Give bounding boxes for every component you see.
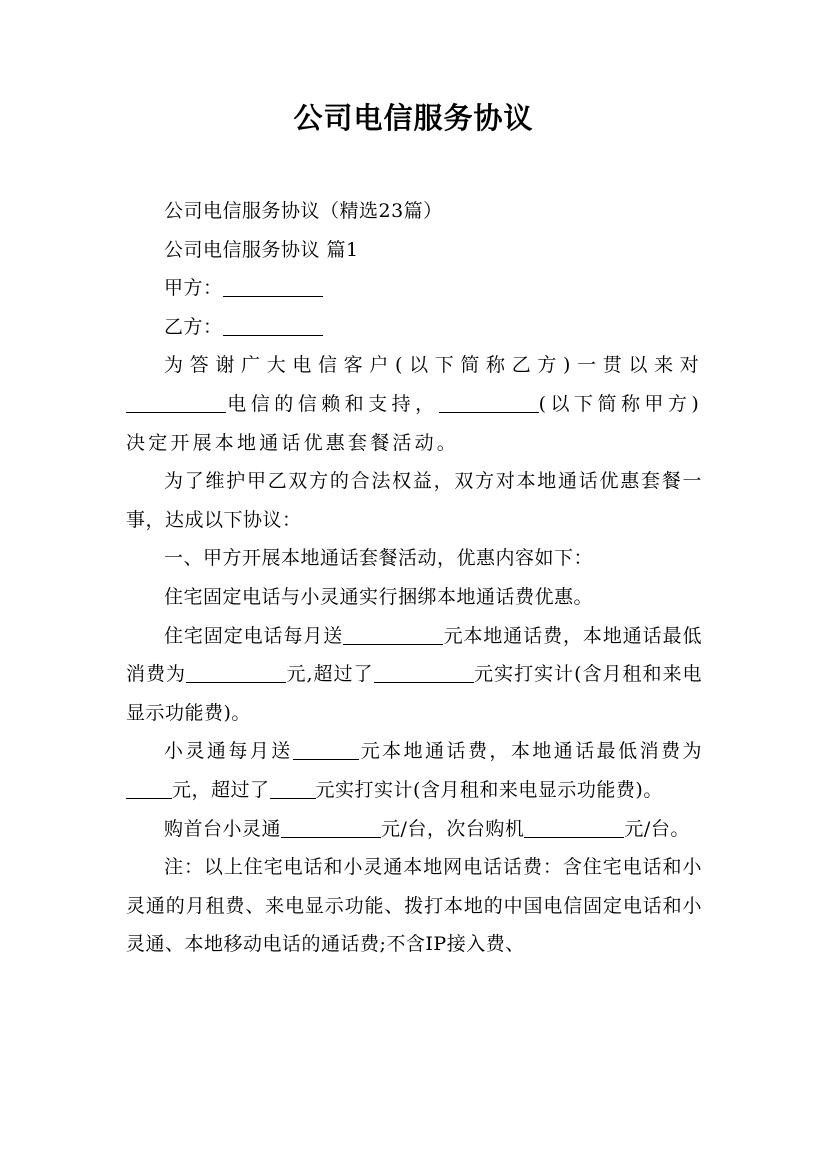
phs-blank-2 bbox=[126, 778, 172, 799]
purchase-blank-2 bbox=[524, 817, 624, 838]
phs-blank-1 bbox=[293, 739, 359, 760]
intro-text-a: 为答谢广大电信客户(以下简称乙方)一贯以来对 bbox=[164, 354, 702, 377]
paragraph-bundle: 住宅固定电话与小灵通实行捆绑本地通话费优惠。 bbox=[164, 585, 594, 608]
paragraph-phs-offer bbox=[126, 732, 702, 809]
paragraph-heading: 公司电信服务协议（精选23篇） bbox=[164, 200, 443, 222]
landline-text-c: 元,超过了 bbox=[286, 663, 374, 686]
landline-blank-2 bbox=[186, 662, 286, 683]
phs-text-a: 小灵通每月送 bbox=[164, 740, 293, 763]
party-b-blank bbox=[223, 315, 323, 336]
paragraph-purpose: 为了维护甲乙双方的合法权益，双方对本地通话优惠套餐一事，达成以下协议： bbox=[126, 470, 702, 531]
party-b-label: 乙方： bbox=[164, 315, 223, 338]
landline-text-b: 元本地通话费，本地通话最低消费为 bbox=[126, 624, 702, 686]
intro-text-b: 电信的信赖和支持， bbox=[226, 392, 439, 415]
party-a-label: 甲方： bbox=[164, 277, 223, 300]
paragraph-note: 注：以上住宅电话和小灵通本地网电话话费：含住宅电话和小灵通的月租费、来电显示功能、拨打本地的中国电信固定电话和小灵通、本地移动电话的通话费;不含IP接入费、 bbox=[126, 856, 702, 956]
phs-text-b: 元本地通话费，本地通话最低消费为 bbox=[358, 740, 702, 763]
intro-text-c: (以下简称甲方)决定开展本地通话优惠套餐活动。 bbox=[126, 392, 702, 454]
landline-text-a: 住宅固定电话每月送 bbox=[164, 624, 344, 647]
party-a-blank bbox=[223, 276, 323, 297]
party-b-line bbox=[126, 308, 702, 347]
intro-blank-2 bbox=[439, 392, 539, 413]
landline-text-d: 元实打实计(含月租和来电显示功能费)。 bbox=[126, 663, 702, 724]
purchase-blank-1 bbox=[281, 817, 381, 838]
paragraph-landline-offer bbox=[126, 617, 702, 733]
phs-text-d: 元实打实计(含月租和来电显示功能费)。 bbox=[315, 778, 663, 801]
purchase-text-a: 购首台小灵通 bbox=[164, 817, 282, 840]
purchase-text-b: 元/台，次台购机 bbox=[381, 817, 525, 840]
document-title: 公司电信服务协议 bbox=[293, 101, 534, 135]
phs-text-c: 元，超过了 bbox=[172, 778, 270, 801]
paragraph-clause-1: 一、甲方开展本地通话套餐活动，优惠内容如下： bbox=[164, 547, 594, 570]
document-body bbox=[126, 192, 702, 964]
phs-blank-3 bbox=[270, 778, 316, 799]
landline-blank-1 bbox=[343, 624, 443, 645]
paragraph-intro bbox=[126, 346, 702, 462]
paragraph-section-title: 公司电信服务协议 篇1 bbox=[164, 238, 359, 261]
party-a-line bbox=[126, 269, 702, 308]
intro-blank-1 bbox=[126, 392, 226, 413]
paragraph-purchase bbox=[126, 810, 702, 849]
landline-blank-3 bbox=[374, 662, 474, 683]
purchase-text-c: 元/台。 bbox=[624, 817, 690, 840]
